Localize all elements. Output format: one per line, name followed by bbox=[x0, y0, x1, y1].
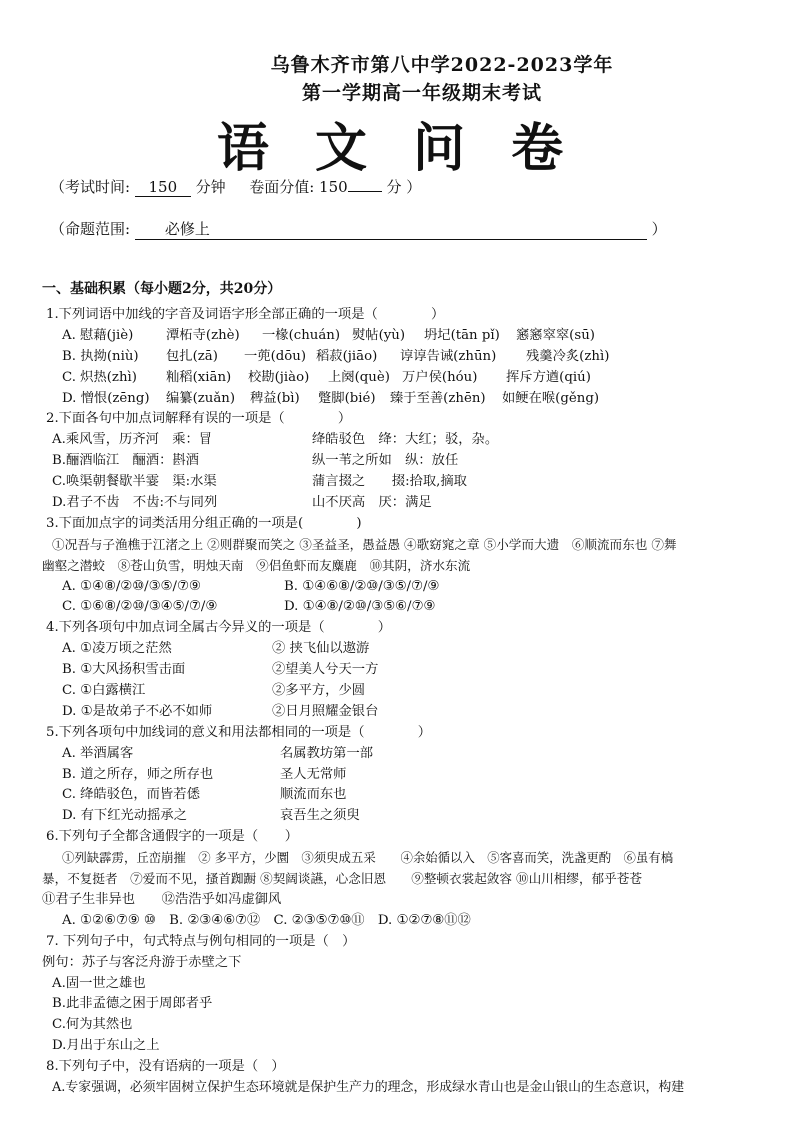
q5-option-d bbox=[46, 806, 754, 827]
option-right: 顺流而东也 bbox=[280, 787, 347, 803]
option-left: B. ①大风扬积雪击面 bbox=[62, 662, 186, 678]
word: D. 憎恨(zēng) bbox=[62, 390, 150, 406]
q4-option-a bbox=[46, 639, 754, 660]
q7-option-c: C.何为其然也 bbox=[52, 1017, 133, 1033]
word: B. 执拗(niù) bbox=[62, 348, 139, 364]
q8-option-a: A.专家强调，必须牢固树立保护生态环境就是保护生产力的理念，形成绿水青山也是金山银山的生态意识，构建 bbox=[52, 1079, 685, 1095]
word: 稗益(bì) bbox=[250, 390, 300, 406]
option-right: 哀吾生之须臾 bbox=[280, 808, 360, 824]
option-right: ②望美人兮天一方 bbox=[272, 662, 379, 678]
option-left: A.乘风雪，历齐河 乘：冒 bbox=[52, 432, 213, 448]
section-heading: 一、基础积累（每小题2分，共20分） bbox=[42, 281, 282, 297]
word: 熨帖(yù) bbox=[352, 327, 406, 343]
time-unit: 分钟 bbox=[195, 178, 226, 196]
option-right: ②日月照耀金银台 bbox=[272, 703, 379, 719]
option-right: 纵一苇之所如 纵：放任 bbox=[312, 453, 459, 469]
option-right: 名属教坊第一部 bbox=[280, 745, 374, 761]
scope-value: 必修上 bbox=[135, 218, 647, 240]
word: 万户侯(hóu) bbox=[402, 369, 478, 385]
exam-info-line bbox=[50, 176, 421, 197]
scope-prefix: （命题范围: bbox=[50, 220, 131, 238]
option-d: D. ①④⑧/②⑩/③⑤⑥/⑦⑨ bbox=[284, 599, 436, 615]
option-right: 圣人无常师 bbox=[280, 766, 347, 782]
option-left: B.酾酒临江 酾酒：斟酒 bbox=[52, 453, 199, 469]
q6-options: A. ①②⑥⑦⑨ ⑩ B. ②③④⑥⑦⑫ C. ②③⑤⑦⑩⑪ D. ①②⑦⑧⑪⑫ bbox=[62, 912, 471, 928]
word: 上阕(què) bbox=[328, 369, 390, 385]
q3-options-cd bbox=[46, 597, 754, 618]
q3-stem: 3.下面加点字的词类活用分组正确的一项是( ) bbox=[46, 515, 362, 531]
option-right: ② 挟飞仙以遨游 bbox=[272, 641, 370, 657]
option-right: ②多平方，少圆 bbox=[272, 683, 366, 699]
word: 坍圮(tān pǐ) bbox=[424, 327, 500, 343]
time-prefix: （考试时间: bbox=[50, 178, 131, 196]
q6-items-cont: 暴，不复挺者 ⑦爱而不见，搔首踟蹰 ⑧契阔谈讌，心念旧恩 ⑨整顿衣裳起敛容 ⑩山川相缪，郁乎苍苍 bbox=[42, 871, 642, 887]
score-unit: 分 ） bbox=[386, 178, 422, 196]
scope-suffix: ） bbox=[651, 220, 667, 238]
word: 谆谆告诫(zhūn) bbox=[400, 348, 497, 364]
page-title: 语 文 问 卷 bbox=[216, 118, 578, 179]
q6-items: ①列缺霹雳，丘峦崩摧 ② 多平方，少圜 ③须臾成五采 ④余始循以入 ⑤客喜而笑，洗盏更酌 ⑥虽有槁 bbox=[62, 850, 674, 866]
word: 窸窸窣窣(sū) bbox=[516, 327, 595, 343]
option-a: A. ①④⑧/②⑩/③⑤/⑦⑨ bbox=[62, 578, 201, 594]
q5-stem: 5.下列各项句中加线词的意义和用法都相同的一项是（ ） bbox=[46, 724, 431, 740]
q4-option-b bbox=[46, 660, 754, 681]
q2-option-a bbox=[46, 430, 754, 451]
q1-option-a bbox=[46, 326, 754, 347]
q4-stem: 4.下列各项句中加点词全属古今异义的一项是（ ） bbox=[46, 620, 392, 636]
q5-option-a bbox=[46, 744, 754, 765]
option-left: B. 道之所存，师之所存也 bbox=[62, 766, 214, 782]
word: C. 炽热(zhì) bbox=[62, 369, 137, 385]
q2-option-d bbox=[46, 493, 754, 514]
option-right: 山不厌高 厌：满足 bbox=[312, 495, 432, 511]
q4-option-c bbox=[46, 681, 754, 702]
option-left: D. ①是故弟子不必不如师 bbox=[62, 703, 213, 719]
q7-example: 例句：苏子与客泛舟游于赤壁之下 bbox=[42, 954, 242, 970]
word: 校勘(jiào) bbox=[248, 369, 310, 385]
school-year-line: 乌鲁木齐市第八中学2022-2023学年 bbox=[270, 54, 614, 76]
word: 编纂(zuǎn) bbox=[166, 390, 236, 406]
q7-stem: 7. 下列句子中，句式特点与例句相同的一项是（ ） bbox=[46, 933, 356, 949]
q7-option-a: A.固一世之雄也 bbox=[52, 975, 146, 991]
q2-stem: 2.下面各句中加点词解释有误的一项是（ ） bbox=[46, 411, 352, 427]
term-line: 第一学期高一年级期末考试 bbox=[301, 82, 542, 104]
option-c: C. ①⑥⑧/②⑩/③④⑤/⑦/⑨ bbox=[62, 599, 218, 615]
q1-stem: 1.下列词语中加线的字音及词语字形全部正确的一项是（ ） bbox=[46, 307, 445, 322]
q3-options-ab bbox=[46, 577, 754, 598]
q3-items: ①况吾与子渔樵于江渚之上 ②则群聚而笑之 ③圣益圣，愚益愚 ④歌窈窕之章 ⑤小学而大遗 ⑥顺流而东也 ⑦舞 bbox=[52, 536, 677, 552]
word: 一椽(chuán) bbox=[262, 327, 341, 343]
word: 残羹冷炙(zhì) bbox=[526, 348, 610, 364]
q5-option-b bbox=[46, 765, 754, 786]
option-left: A. ①凌万顷之茫然 bbox=[62, 641, 172, 657]
word: 一蔸(dōu) bbox=[244, 348, 307, 364]
question-list bbox=[42, 305, 754, 1099]
option-left: D.君子不齿 不齿:不与同列 bbox=[52, 495, 218, 511]
q3-items-cont: 幽壑之潜蛟 ⑧苍山负雪，明烛天南 ⑨侣鱼虾而友麋鹿 ⑩其阴，济水东流 bbox=[42, 557, 471, 573]
word: 蹩脚(bié) bbox=[318, 390, 376, 406]
word: 包扎(zā) bbox=[166, 348, 218, 364]
q1-option-b bbox=[46, 347, 754, 368]
option-b: B. ①④⑥⑧/②⑩/③⑤/⑦/⑨ bbox=[284, 578, 440, 594]
score-prefix: 卷面分值: bbox=[249, 178, 315, 196]
q1-option-c bbox=[46, 368, 754, 389]
option-left: A. 举酒属客 bbox=[62, 745, 134, 761]
option-left: C. 绛皓驳色，而皆若僁 bbox=[62, 787, 200, 803]
option-left: D. 有下红光动摇承之 bbox=[62, 808, 188, 824]
q7-option-b: B.此非孟德之困于周郎者乎 bbox=[52, 996, 213, 1012]
scope-line bbox=[50, 218, 667, 240]
q6-stem: 6.下列句子全都含通假字的一项是（ ） bbox=[46, 829, 299, 845]
q1-option-d bbox=[46, 389, 754, 410]
word: 稻菽(jiāo) bbox=[316, 348, 378, 364]
q2-option-c bbox=[46, 472, 754, 493]
q8-stem: 8.下列句子中，没有语病的一项是（ ） bbox=[46, 1059, 285, 1075]
word: 潭柘寺(zhè) bbox=[166, 327, 240, 343]
word: 如鲠在喉(gěng) bbox=[502, 390, 600, 406]
q4-option-d bbox=[46, 702, 754, 723]
word: 籼稻(xiān) bbox=[166, 369, 232, 385]
word: 臻于至善(zhēn) bbox=[390, 390, 486, 406]
option-left: C. ①白露横江 bbox=[62, 683, 146, 699]
word: 挥斥方遒(qiú) bbox=[506, 369, 591, 385]
q7-option-d: D.月出于东山之上 bbox=[52, 1038, 160, 1054]
word: A. 慰藉(jiè) bbox=[62, 327, 134, 343]
option-right: 绛皓驳色 绛：大红；驳，杂。 bbox=[312, 432, 499, 448]
q5-option-c bbox=[46, 785, 754, 806]
option-left: C.唤渠朝餐歇半霎 渠:水渠 bbox=[52, 474, 217, 490]
q6-items-cont2: ⑪君子生非异也 ⑫浩浩乎如冯虚御风 bbox=[42, 891, 282, 907]
score-value: 150 bbox=[319, 178, 348, 196]
option-right: 蒲言掇之 掇:拾取,摘取 bbox=[312, 474, 467, 490]
time-value: 150 bbox=[135, 178, 191, 197]
q2-option-b bbox=[46, 451, 754, 472]
score-blank bbox=[348, 191, 382, 192]
